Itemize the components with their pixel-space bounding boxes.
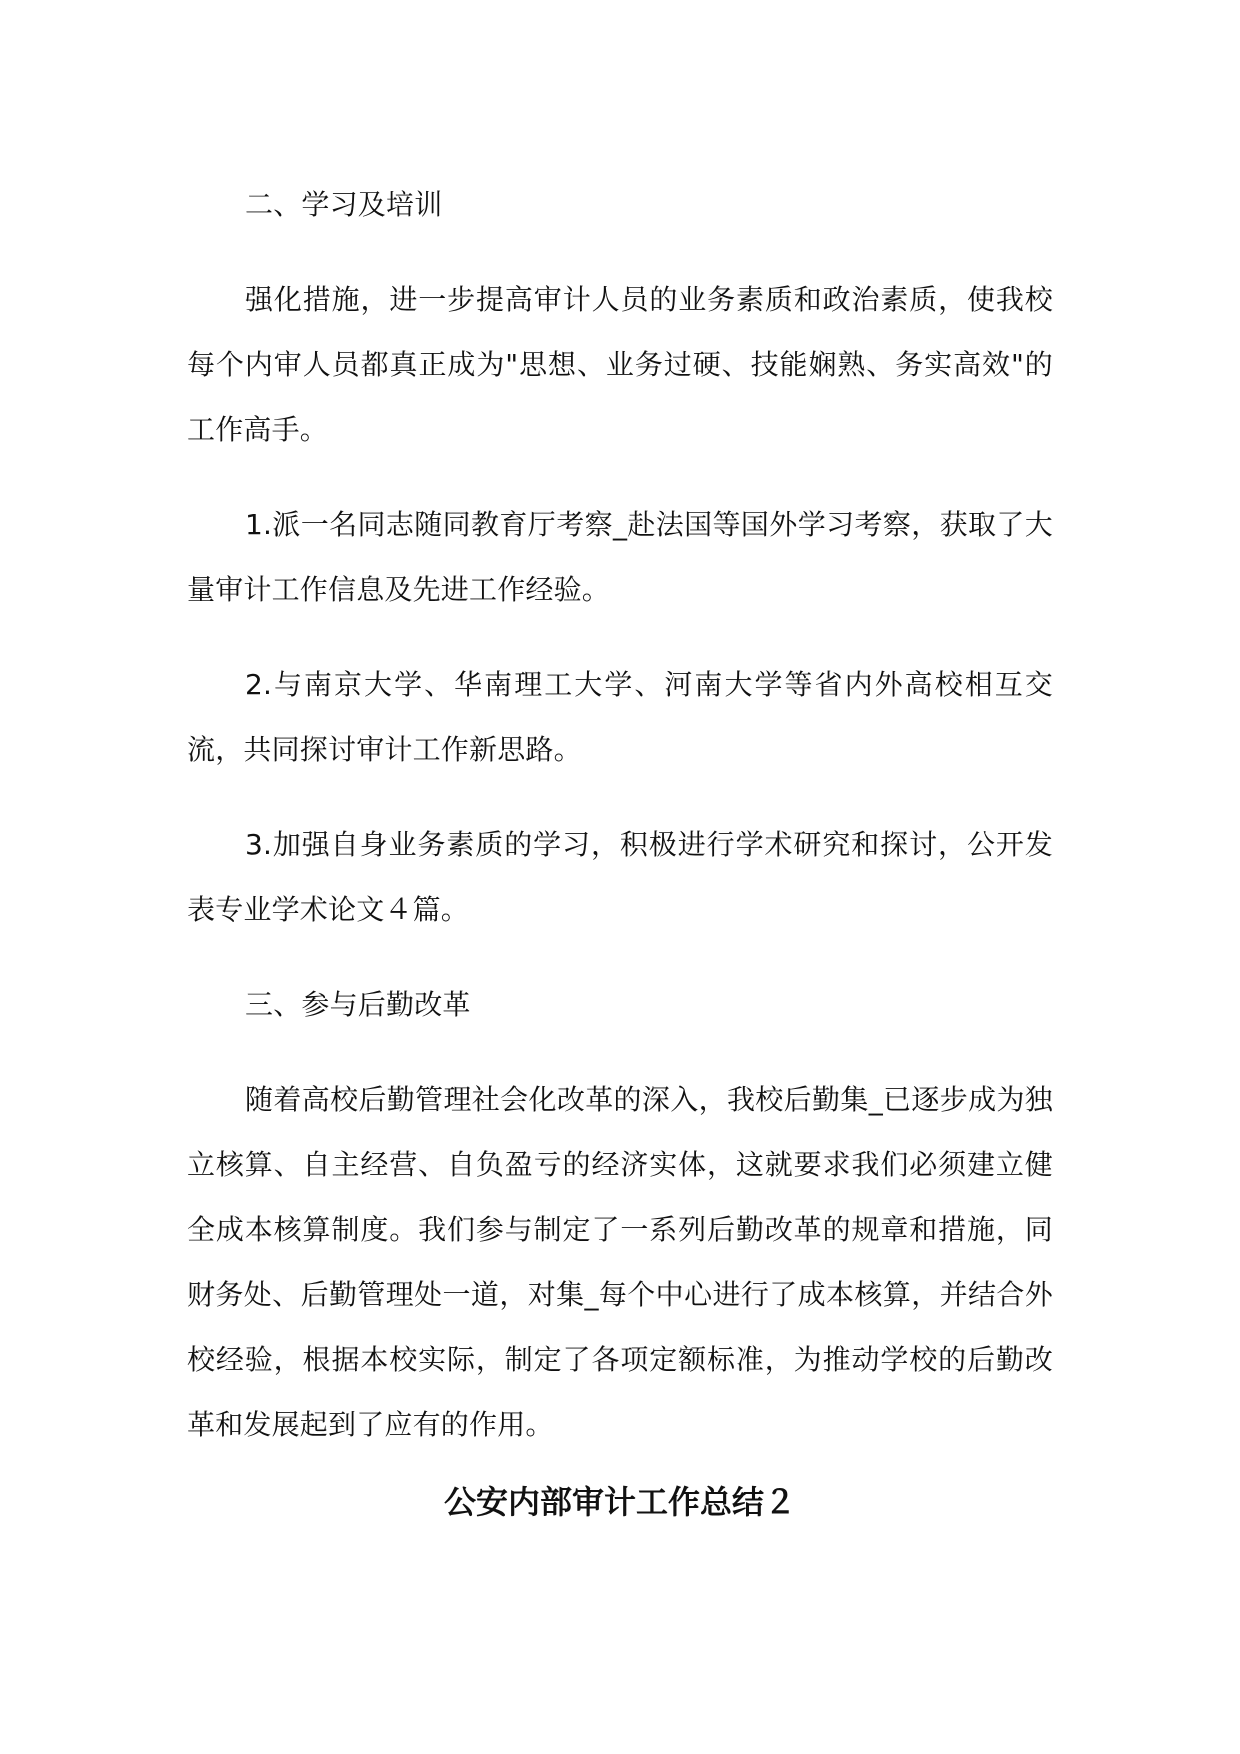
- section-heading-study-training: 二、学习及培训: [245, 188, 443, 221]
- paragraph-logistics-reform: 随着高校后勤管理社会化改革的深入，我校后勤集_已逐步成为独立核算、自主经营、自负盈亏的经济实体，这就要求我们必须建立健全成本核算制度。我们参与制定了一系列后勤改革的规章和措施，同财务处、后勤管理处一道，对集_每个中心进行了成本核算，并结合外校经验，根据本校实际，制定了各项定额标准，为推动学校的后勤改革和发展起到了应有的作用。: [187, 1083, 1053, 1441]
- paragraph-gap: [187, 1037, 1053, 1067]
- document-body: [187, 172, 1053, 1457]
- paragraph-gap: [187, 622, 1053, 652]
- list-item-2: 2.与南京大学、华南理工大学、河南大学等省内外高校相互交流，共同探讨审计工作新思路。: [187, 668, 1053, 766]
- paragraph-gap: [187, 942, 1053, 972]
- paragraph-gap: [187, 237, 1053, 267]
- paragraph-gap: [187, 462, 1053, 492]
- paragraph-gap: [187, 782, 1053, 812]
- section-heading-logistics-reform: 三、参与后勤改革: [245, 988, 471, 1021]
- list-item-1: 1.派一名同志随同教育厅考察_赴法国等国外学习考察，获取了大量审计工作信息及先进工作经验。: [187, 508, 1053, 606]
- list-item-3: 3.加强自身业务素质的学习，积极进行学术研究和探讨，公开发表专业学术论文４篇。: [187, 828, 1053, 926]
- next-section-title: 公安内部审计工作总结２: [443, 1483, 796, 1521]
- paragraph-measures: 强化措施，进一步提高审计人员的业务素质和政治素质，使我校每个内审人员都真正成为"思想、业务过硬、技能娴熟、务实高效"的工作高手。: [187, 283, 1053, 446]
